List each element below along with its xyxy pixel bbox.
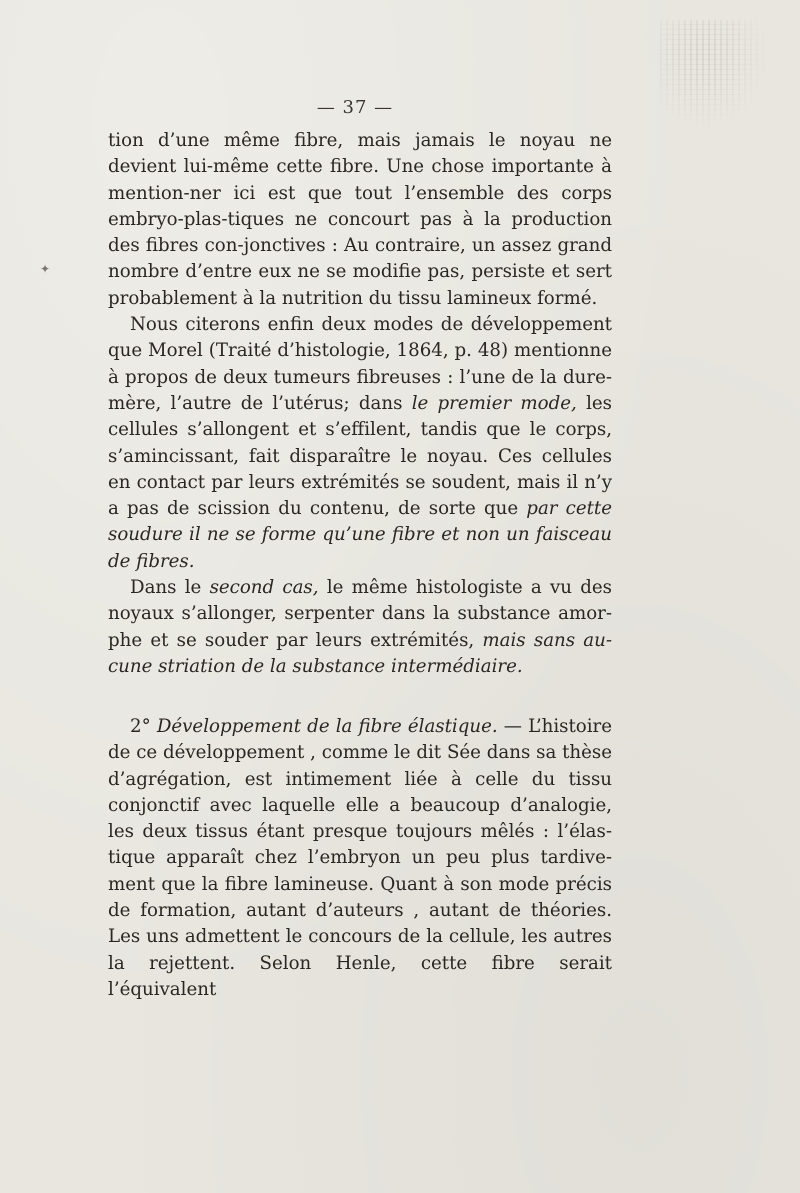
italic-run: le premier mode, [411,392,577,414]
paragraph [108,128,612,312]
stray-mark: ✦ [40,262,51,276]
text-run: les cellules s’allongent et s’effilent, tandis que le corps, s’amincissant, fait disparaître le noyau. Ces cellules en contact par leurs extrémités se soudent, mais il n’y a pas de scission du contenu, de sorte que [108,392,612,520]
text-run: — L’histoire de ce développement , comme le dit Sée dans sa thèse d’agrégation, est intimement liée à celle du tissu conjonctif avec laquelle elle a beaucoup d’analogie, les deux tissus étant presque toujours mêlés : l’élas-tique apparaît chez l’embryon un peu plus tardive-ment que la fibre lamineuse. Quant à son mode précis de formation, autant d’auteurs , autant de théories. Les uns admettent le concours de la cellule, les autres la rejettent. Selon Henle, cette fibre serait l’équivalent [108,716,612,1000]
italic-run: mais sans au-cune striation de la substance intermédiaire. [108,629,612,677]
text-run: Dans le [130,577,210,599]
paragraph [108,575,612,680]
paragraph [108,714,612,1003]
section-heading: Développement de la fibre élastique. [156,716,498,737]
text-run: tion d’une même fibre, mais jamais le noyau ne devient lui-même cette fibre. Une chose importante à mention-ner ici est que tout l’ensemble des corps embryo-plas-tiques ne concourt pas à la production des fibres con-jonctives : Au contraire, un assez grand nombre d’entre eux ne se modifie pas, persiste et sert probablement à la nutrition du tissu lamineux formé. [108,130,612,309]
italic-run: second cas, [209,577,319,599]
text-run: Nous citerons enfin deux modes de développement que Morel (Traité d’histologie, 1864, p. 48) mentionne à propos de deux tumeurs fibreuses : l’une de la dure-mère, l’autre de l’utérus; dans [108,314,612,414]
page-number: — 37 — [316,97,394,118]
text-run: le même histologiste a vu des noyaux s’allonger, serpenter dans la substance amor-phe et se souder par leurs extrémités, [108,577,612,651]
text-block-lower [108,714,612,1003]
text-run: 2° [130,716,157,737]
paragraph [108,312,612,575]
italic-run: par cette soudure il ne se forme qu’une fibre et non un faisceau de fibres. [108,498,612,572]
text-block-upper [108,128,612,680]
